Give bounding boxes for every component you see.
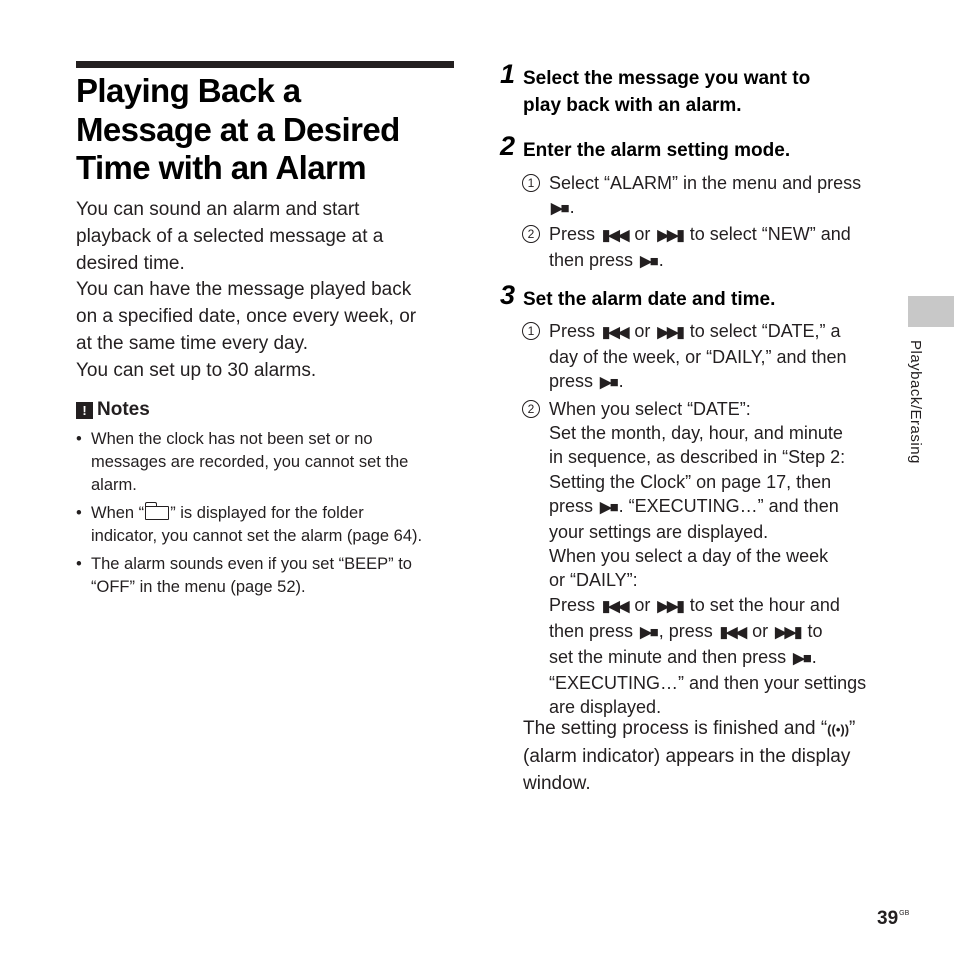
list-item: • When “ ” is displayed for the folder indicator, you cannot set the alarm (page 64). [76, 504, 423, 545]
step-2-substep-1: 1 Select “ALARM” in the menu and press ▶■ . [522, 171, 892, 221]
page-number: $39^{GB}$ [877, 908, 910, 929]
previous-icon: ▮◀◀ [602, 227, 628, 244]
page-title: Playing Back a Message at a Desired Time with an Alarm [76, 72, 400, 186]
previous-icon: ▮◀◀ [602, 324, 628, 341]
notes-heading: ! Notes [76, 399, 150, 421]
finish-text: The setting process is finished and “((•))” (alarm indicator) appears in the display window. [523, 718, 856, 794]
next-icon: ▶▶▮ [775, 623, 801, 641]
play-stop-icon: ▶■ [640, 253, 657, 271]
section-tab [908, 296, 954, 327]
list-item: • The alarm sounds even if you set “BEEP” to “OFF” in the menu (page 52). [76, 555, 412, 596]
note-icon: ! [76, 402, 93, 419]
intro-text: You can sound an alarm and start playback of a selected message at a desired time. You can have the message played back on a specified date, once every week, or at the same time every day. You can set up to 30 alarms. [76, 199, 417, 381]
next-icon: ▶▶▮ [657, 227, 683, 244]
next-icon: ▶▶▮ [657, 324, 683, 341]
list-item: • When the clock has not been set or no messages are recorded, you cannot set the alarm. [76, 430, 409, 494]
folder-icon [145, 506, 169, 520]
play-stop-icon: ▶■ [600, 374, 617, 392]
step-2-substep-2: 2 Press ▮◀◀ or ▶▶▮ to select “NEW” and then press ▶■ . [522, 222, 892, 274]
play-stop-icon: ▶■ [551, 200, 568, 218]
section-label: Playback/Erasing [907, 340, 924, 464]
title-rule [76, 61, 454, 68]
previous-icon: ▮◀◀ [719, 623, 746, 641]
play-stop-icon: ▶■ [640, 623, 657, 641]
play-stop-icon: ▶■ [600, 498, 617, 516]
step-3-substep-2: 2 When you select “DATE”: Set the month, day, hour, and minute in sequence, as described in “Step 2: Setting the Clock” on page 17, then press ▶■ . “EXECUTING…” and then your settings are displayed. When you select a day of the week or “DAILY”: Press ▮◀◀ or ▶▶▮ to set the hour and then press ▶■ , press ▮◀◀ or ▶▶▮ to set the minute and then press ▶■ . “EXECUTING…” and then your settings are displayed. [522, 397, 892, 720]
step-3-substep-1: 1 Press ▮◀◀ or ▶▶▮ to select “DATE,” a day of the week, or “DAILY,” and then press ▶■ . [522, 319, 892, 396]
next-icon: ▶▶▮ [657, 597, 683, 615]
alarm-indicator-icon: ((•)) [827, 722, 850, 737]
previous-icon: ▮◀◀ [602, 597, 628, 615]
play-stop-icon: ▶■ [793, 650, 810, 668]
notes-list [76, 428, 466, 604]
